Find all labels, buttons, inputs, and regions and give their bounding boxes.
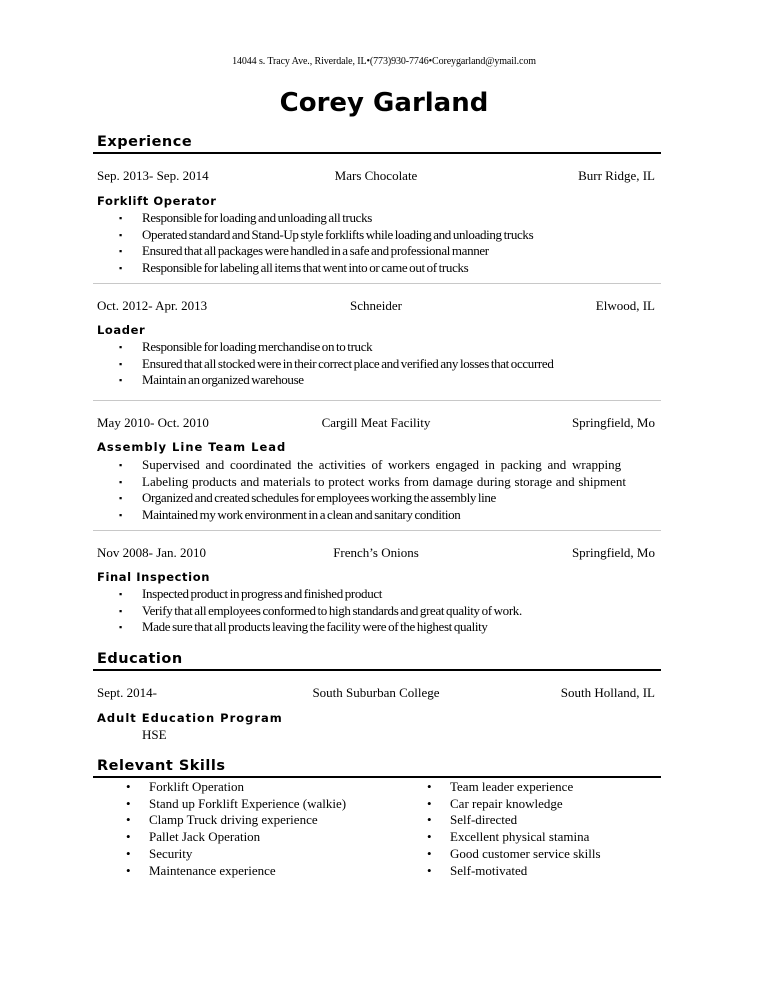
round-bullet-icon: • [427, 845, 432, 861]
square-bullet-icon: ▪ [119, 493, 122, 503]
list-item: • Self-motivated [427, 862, 528, 878]
list-item: ▪ Ensured that all packages were handled in a safe and professional manner [119, 243, 489, 258]
list-item: ▪ Operated standard and Stand-Up style forklifts while loading and unloading trucks [119, 226, 534, 242]
square-bullet-icon: ▪ [119, 246, 122, 256]
list-item: ▪ Responsible for loading and unloading all trucks [119, 210, 372, 225]
list-item: ▪ Ensured that all stocked were in their correct place and verified any losses that occurred [119, 355, 554, 371]
education-location: South Holland, IL [560, 685, 655, 700]
list-item: ▪ Organized and created schedules for employees working the assembly line [119, 490, 496, 505]
square-bullet-icon: ▪ [119, 229, 122, 240]
skills-list-right [427, 779, 601, 879]
square-bullet-icon: ▪ [119, 589, 122, 599]
list-item: ▪ Maintained my work environment in a clean and sanitary condition [119, 506, 461, 522]
round-bullet-icon: • [427, 812, 432, 828]
list-item: ▪ Made sure that all products leaving the facility were of the highest quality [119, 619, 488, 634]
divider [93, 283, 661, 284]
list-item: • Stand up Forklift Experience (walkie) [126, 795, 347, 811]
round-bullet-icon: • [427, 862, 432, 878]
round-bullet-icon: • [126, 812, 131, 828]
job-duties-list [0, 339, 553, 389]
square-bullet-icon: ▪ [119, 342, 122, 352]
list-item: • Pallet Jack Operation [126, 829, 261, 845]
round-bullet-icon: • [126, 779, 131, 794]
square-bullet-icon: ▪ [119, 605, 122, 616]
round-bullet-icon: • [427, 829, 432, 845]
list-item: • Good customer service skills [427, 845, 601, 861]
job-dates: Oct. 2012- Apr. 2013 [97, 298, 208, 313]
list-item: ▪ Verify that all employees conformed to high standards and great quality of work. [119, 602, 522, 618]
round-bullet-icon: • [126, 795, 131, 811]
job-header [97, 545, 655, 563]
education-program: Adult Education Program [97, 711, 283, 725]
job-role: Assembly Line Team Lead [97, 440, 287, 454]
list-item: • Team leader experience [427, 779, 574, 794]
divider [93, 400, 661, 401]
round-bullet-icon: • [427, 795, 432, 811]
round-bullet-icon: • [427, 779, 432, 794]
list-item: • Self-directed [427, 812, 518, 828]
list-item: ▪ Responsible for labeling all items that went into or came out of trucks [119, 259, 469, 275]
job-role: Forklift Operator [97, 194, 217, 208]
job-company: French’s Onions [333, 545, 419, 560]
job-company: Cargill Meat Facility [321, 415, 431, 430]
job-dates: Sep. 2013- Sep. 2014 [97, 168, 209, 183]
round-bullet-icon: • [126, 829, 131, 845]
list-item: • Forklift Operation [126, 779, 244, 794]
education-school: South Suburban College [312, 685, 440, 700]
square-bullet-icon: ▪ [119, 375, 122, 385]
education-dates: Sept. 2014- [97, 685, 157, 700]
skills-list-left [126, 779, 346, 879]
skills-heading: Relevant Skills [97, 758, 226, 774]
job-dates: Nov 2008- Jan. 2010 [97, 545, 207, 560]
education-header [97, 685, 655, 703]
round-bullet-icon: • [126, 862, 131, 878]
square-bullet-icon: ▪ [119, 213, 122, 223]
education-heading: Education [97, 651, 183, 667]
job-location: Springfield, Mo [571, 415, 655, 430]
job-role: Loader [97, 323, 146, 337]
list-item: ▪ Supervised and coordinated the activities of workers engaged in packing and wrapping [119, 457, 622, 472]
job-duties-list [0, 586, 522, 636]
education-rule [93, 669, 661, 671]
list-item: ▪ Labeling products and materials to protect works from damage during storage and shipment [119, 473, 626, 489]
job-dates: May 2010- Oct. 2010 [97, 415, 209, 430]
job-role: Final Inspection [97, 570, 210, 584]
list-item: • Maintenance experience [126, 862, 276, 878]
square-bullet-icon: ▪ [119, 509, 122, 520]
job-company: Schneider [350, 298, 402, 313]
round-bullet-icon: • [126, 845, 131, 861]
list-item: ▪ Maintain an organized warehouse [119, 372, 304, 387]
job-header [97, 298, 655, 316]
square-bullet-icon: ▪ [119, 622, 122, 632]
skills-rule [93, 776, 661, 778]
square-bullet-icon: ▪ [119, 460, 123, 470]
education-detail: HSE [142, 727, 167, 742]
list-item: • Car repair knowledge [427, 795, 563, 811]
square-bullet-icon: ▪ [119, 262, 122, 273]
job-location: Springfield, Mo [571, 545, 655, 560]
list-item: • Excellent physical stamina [427, 829, 590, 845]
job-duties-list [0, 210, 533, 276]
contact-line: 14044 s. Tracy Ave., Riverdale, IL•(773)930-7746•Coreygarland@ymail.com [232, 56, 536, 67]
job-header [97, 415, 655, 433]
candidate-name: Corey Garland [279, 88, 489, 118]
divider [93, 530, 661, 531]
square-bullet-icon: ▪ [119, 358, 122, 369]
square-bullet-icon: ▪ [119, 476, 123, 487]
job-duties-list [0, 457, 626, 523]
job-location: Burr Ridge, IL [578, 168, 655, 183]
job-company: Mars Chocolate [334, 168, 418, 183]
list-item: ▪ Responsible for loading merchandise on to truck [119, 339, 373, 354]
experience-rule [93, 152, 661, 154]
list-item: • Clamp Truck driving experience [126, 812, 318, 828]
experience-heading: Experience [97, 134, 193, 150]
list-item: • Security [126, 845, 193, 861]
list-item: ▪ Inspected product in progress and finished product [119, 586, 383, 601]
job-header [97, 168, 655, 186]
job-location: Elwood, IL [595, 298, 655, 313]
